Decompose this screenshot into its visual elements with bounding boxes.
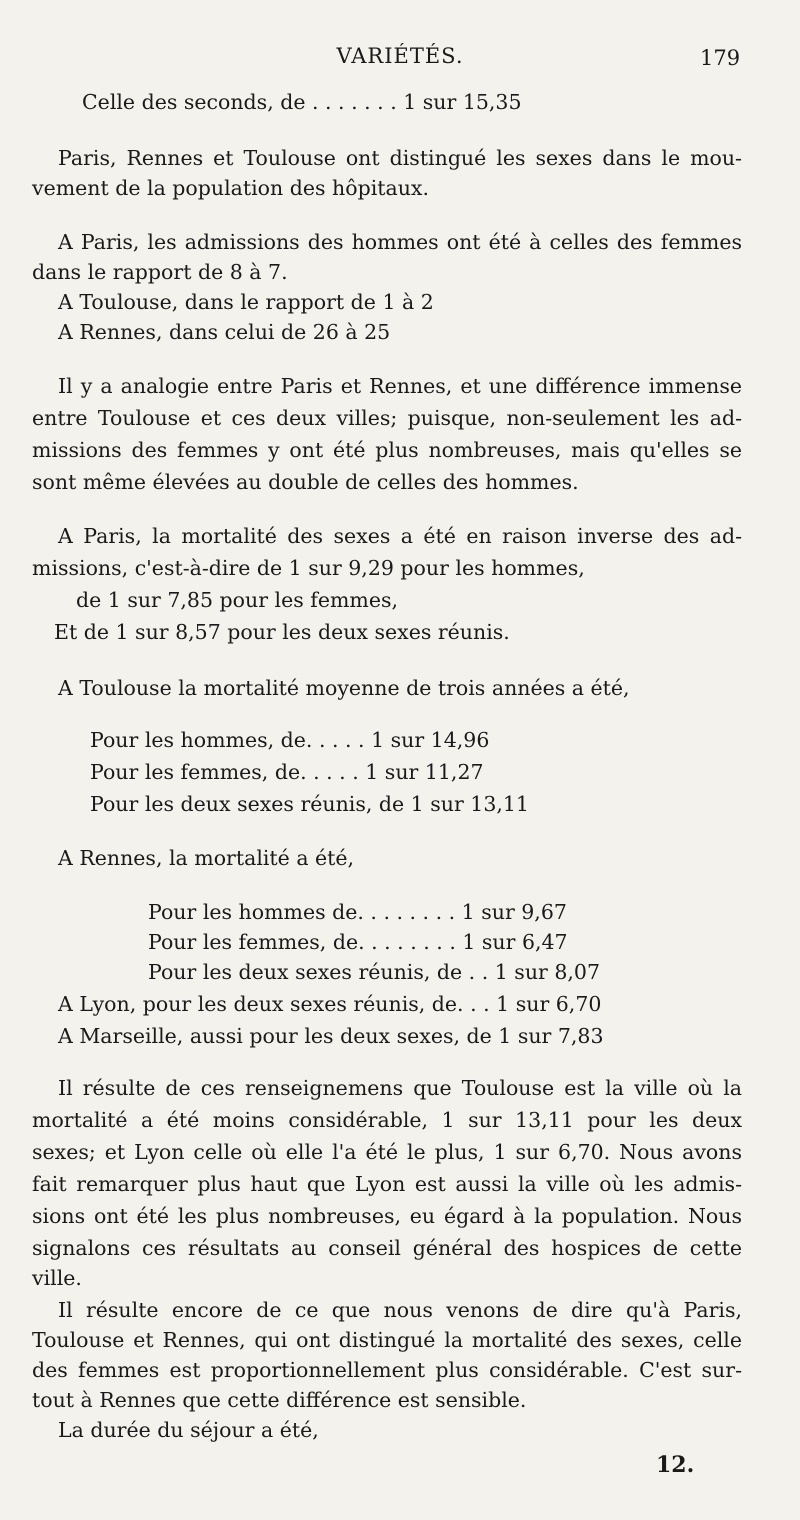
text-line: de 1 sur 7,85 pour les femmes, (76, 588, 399, 612)
text-line: A Rennes, dans celui de 26 à 25 (58, 320, 391, 344)
text-line: ville. (32, 1266, 82, 1290)
text-line: Il y a analogie entre Paris et Rennes, et une différence immense (58, 374, 742, 398)
text-line: mortalité a été moins considérable, 1 sur 13,11 pour les deux (32, 1108, 742, 1132)
text-line: A Lyon, pour les deux sexes réunis, de. . . 1 sur 6,70 (58, 992, 602, 1016)
text-line: sions ont été les plus nombreuses, eu égard à la population. Nous (32, 1204, 742, 1228)
text-line: Toulouse et Rennes, qui ont distingué la mortalité des sexes, celle (32, 1328, 742, 1352)
text-line: Il résulte encore de ce que nous venons de dire qu'à Paris, (58, 1298, 742, 1322)
text-line: entre Toulouse et ces deux villes; puisque, non-seulement les ad- (32, 406, 742, 430)
text-line: sont même élevées au double de celles des hommes. (32, 470, 579, 494)
text-line: Paris, Rennes et Toulouse ont distingué les sexes dans le mou- (58, 146, 742, 170)
text-line: A Paris, les admissions des hommes ont été à celles des femmes (58, 230, 742, 254)
running-head: VARIÉTÉS. (336, 44, 464, 68)
text-line: fait remarquer plus haut que Lyon est aussi la ville où les admis- (32, 1172, 742, 1196)
text-line: A Rennes, la mortalité a été, (58, 846, 355, 870)
text-line: dans le rapport de 8 à 7. (32, 260, 288, 284)
signature-mark: 12. (656, 1452, 695, 1478)
text-line: A Toulouse, dans le rapport de 1 à 2 (58, 290, 434, 314)
text-line: tout à Rennes que cette différence est sensible. (32, 1388, 527, 1412)
text-line: A Toulouse la mortalité moyenne de trois années a été, (58, 676, 630, 700)
text-line: missions, c'est-à-dire de 1 sur 9,29 pour les hommes, (32, 556, 585, 580)
text-line: des femmes est proportionnellement plus considérable. C'est sur- (32, 1358, 742, 1382)
text-line: La durée du séjour a été, (58, 1418, 319, 1442)
text-line: Il résulte de ces renseignemens que Toulouse est la ville où la (58, 1076, 742, 1100)
text-line: Pour les femmes, de. . . . . 1 sur 11,27 (90, 760, 484, 784)
text-line: signalons ces résultats au conseil général des hospices de cette (32, 1236, 742, 1260)
text-line: vement de la population des hôpitaux. (32, 176, 429, 200)
text-line: A Paris, la mortalité des sexes a été en raison inverse des ad- (58, 524, 742, 548)
text-line: Pour les hommes, de. . . . . 1 sur 14,96 (90, 728, 490, 752)
text-line: Pour les hommes de. . . . . . . . 1 sur 9,67 (148, 900, 567, 924)
text-line: Pour les deux sexes réunis, de 1 sur 13,11 (90, 792, 529, 816)
text-line: sexes; et Lyon celle où elle l'a été le plus, 1 sur 6,70. Nous avons (32, 1140, 742, 1164)
text-line: Et de 1 sur 8,57 pour les deux sexes réunis. (54, 620, 510, 644)
text-line: missions des femmes y ont été plus nombreuses, mais qu'elles se (32, 438, 742, 462)
text-line: Celle des seconds, de . . . . . . . 1 sur 15,35 (82, 90, 522, 114)
text-line: Pour les deux sexes réunis, de . . 1 sur 8,07 (148, 960, 600, 984)
page-number: 179 (700, 46, 741, 70)
text-line: Pour les femmes, de. . . . . . . . 1 sur 6,47 (148, 930, 568, 954)
text-line: A Marseille, aussi pour les deux sexes, de 1 sur 7,83 (58, 1024, 604, 1048)
